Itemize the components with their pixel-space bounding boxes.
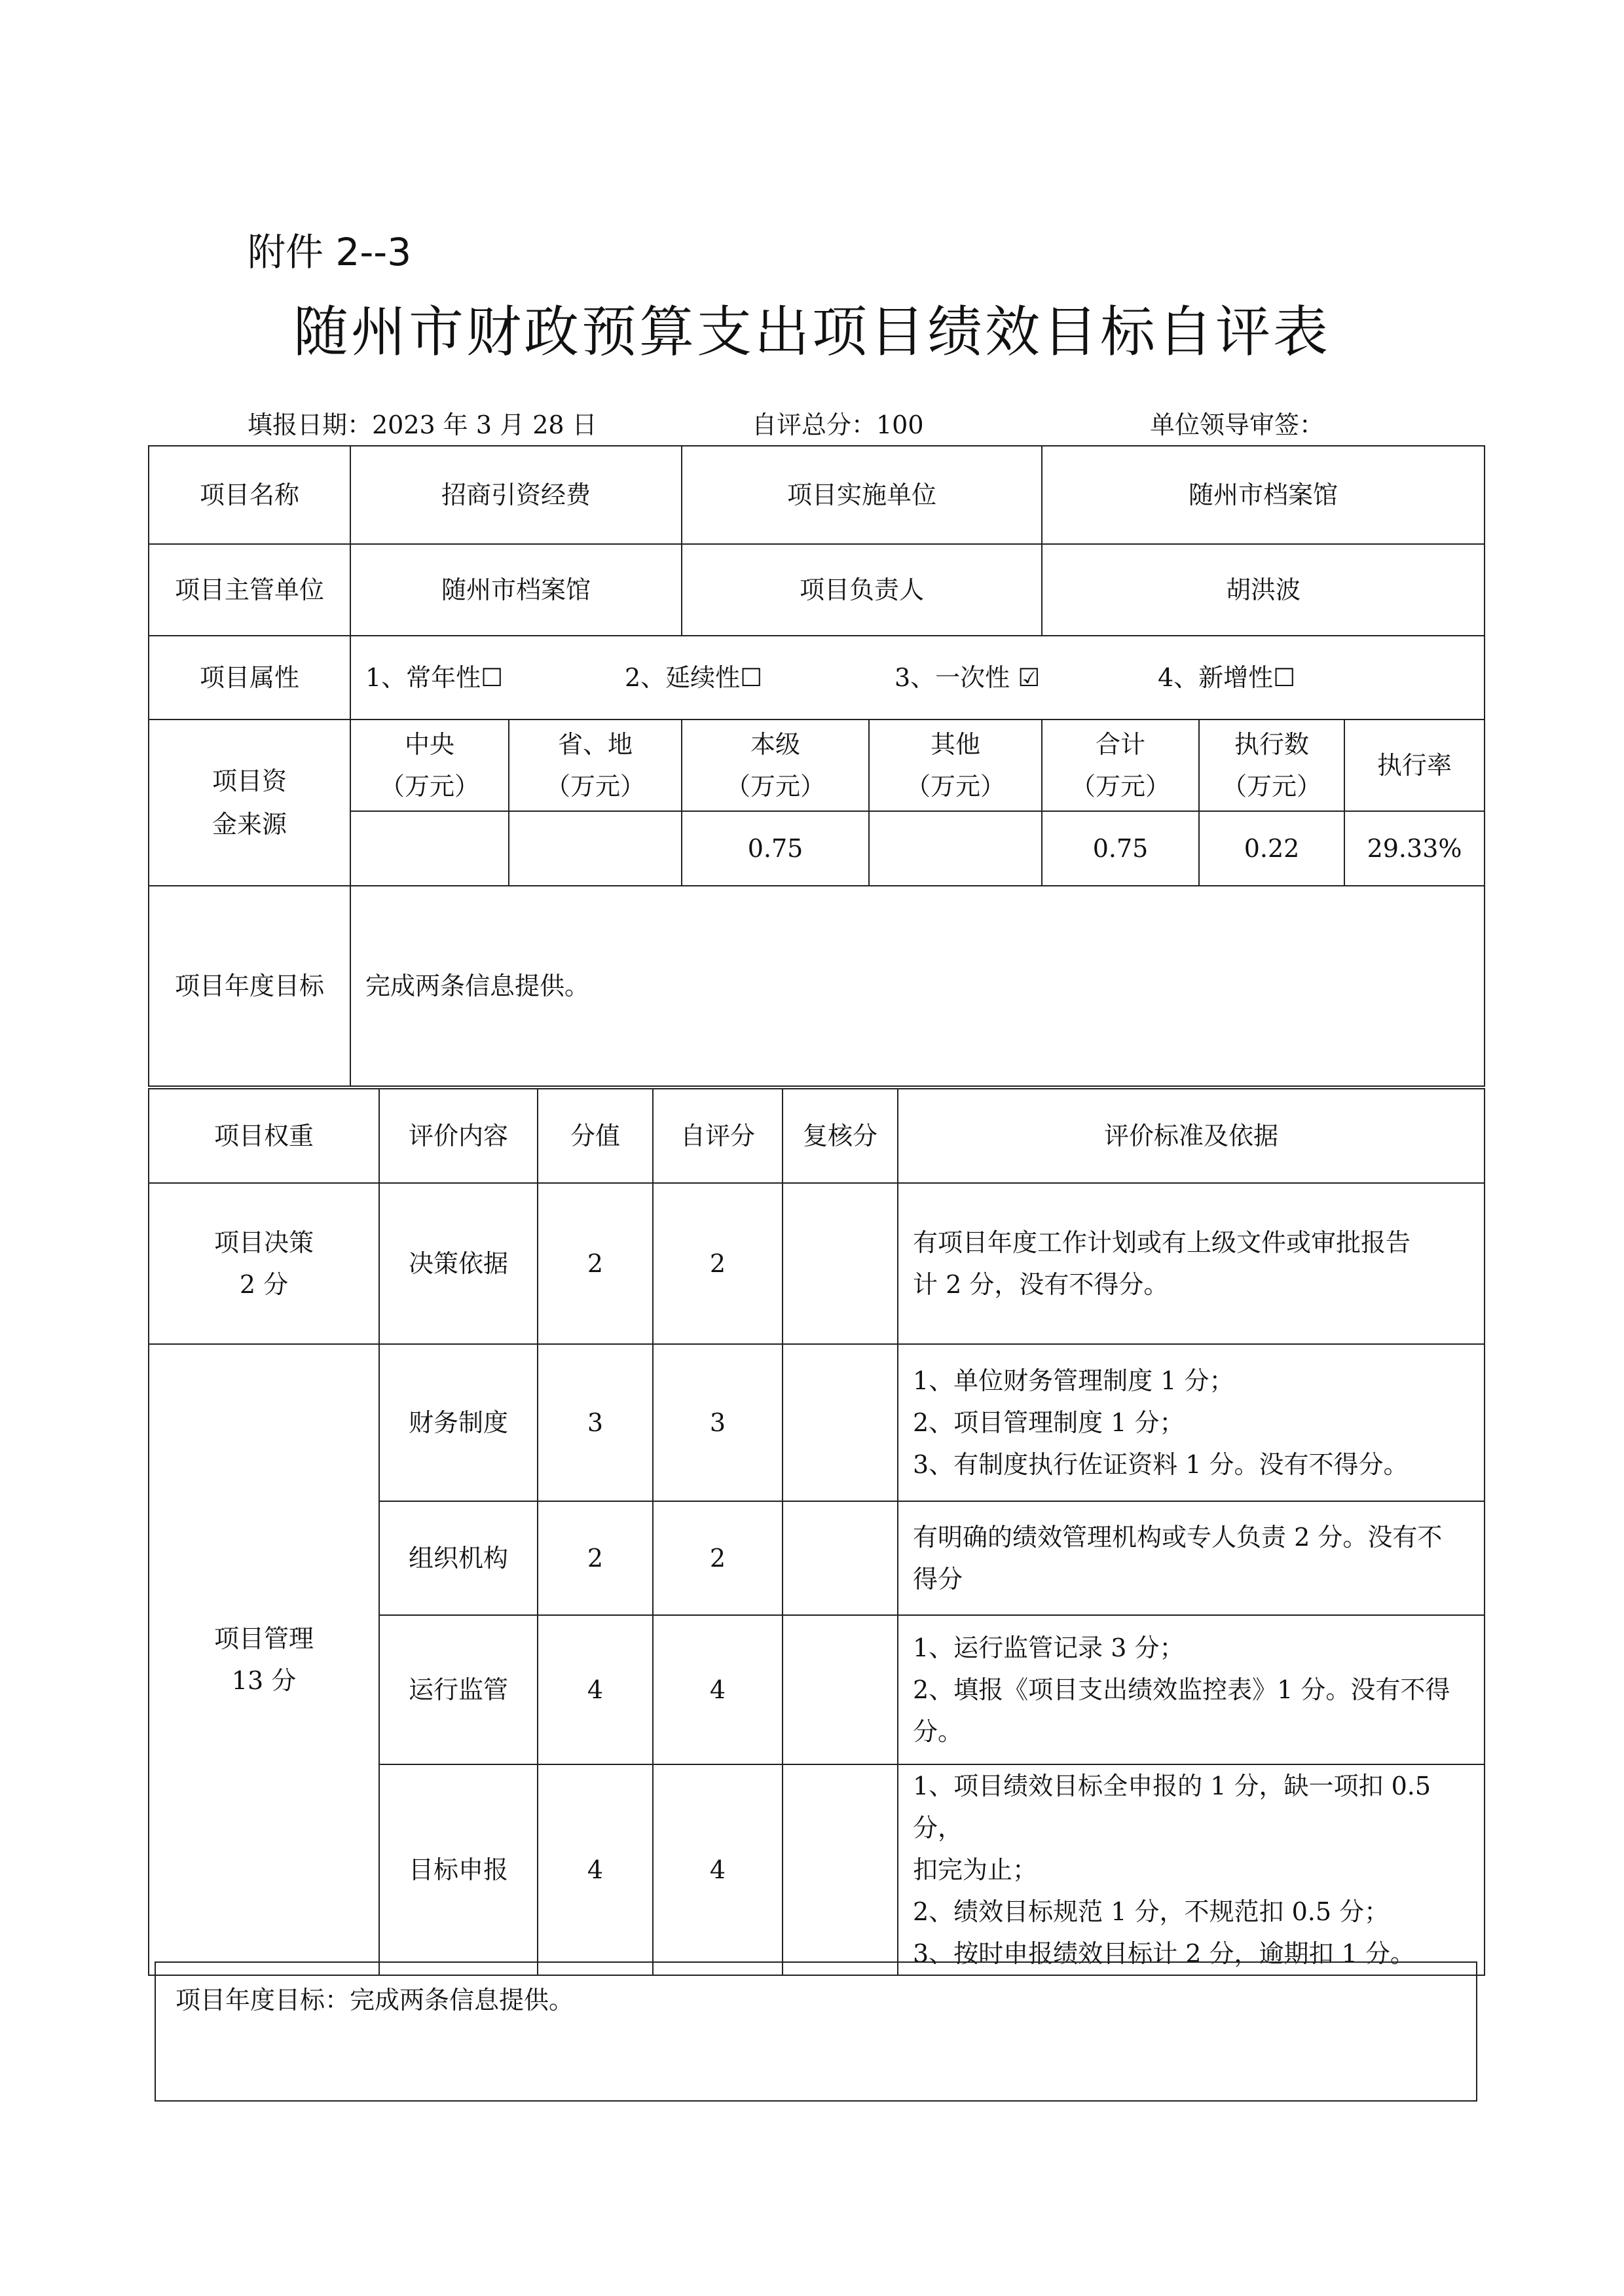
table-row — [149, 1344, 1485, 1501]
header-name: 省、地 — [558, 730, 633, 759]
funds-value-other — [869, 811, 1042, 886]
header-unit: （万元） — [906, 772, 1006, 801]
funds-value-rate: 29.33% — [1344, 811, 1485, 886]
weight-name: 项目决策 — [213, 1228, 314, 1257]
mgr-unit-value: 随州市档案馆 — [350, 544, 682, 636]
criteria-line: 扣完为止； — [913, 1855, 1038, 1884]
project-name-value: 招商引资经费 — [350, 446, 682, 544]
weight-decision — [149, 1183, 379, 1344]
mgr-unit-label: 项目主管单位 — [149, 544, 350, 636]
header-unit: （万元） — [379, 772, 479, 801]
eval-review — [783, 1764, 898, 1975]
criteria-line: 得分 — [913, 1565, 963, 1594]
funds-value-central — [350, 811, 509, 886]
eval-content: 决策依据 — [379, 1183, 538, 1344]
eval-criteria — [898, 1615, 1485, 1764]
eval-header-self: 自评分 — [653, 1089, 783, 1183]
eval-review — [783, 1501, 898, 1615]
funds-value-executed: 0.22 — [1199, 811, 1344, 886]
funds-header-executed — [1199, 720, 1344, 811]
eval-header-weight: 项目权重 — [149, 1089, 379, 1183]
fill-date: 填报日期：2023 年 3 月 28 日 — [248, 410, 597, 439]
eval-criteria — [898, 1344, 1485, 1501]
header-name: 合计 — [1096, 730, 1146, 759]
header-unit: （万元） — [726, 772, 826, 801]
funds-header-central — [350, 720, 509, 811]
header-unit: （万元） — [1222, 772, 1322, 801]
funds-header-local — [682, 720, 869, 811]
eval-self: 2 — [653, 1501, 783, 1615]
attr-option-annual: 1、常年性☐ — [365, 663, 504, 692]
eval-content: 运行监管 — [379, 1615, 538, 1764]
eval-score: 2 — [538, 1501, 653, 1615]
funds-value-province — [509, 811, 682, 886]
attr-option-continuing: 2、延续性☐ — [625, 663, 763, 692]
attr-option-new: 4、新增性☐ — [1158, 663, 1296, 692]
eval-self: 4 — [653, 1615, 783, 1764]
eval-review — [783, 1615, 898, 1764]
header-unit: （万元） — [1071, 772, 1171, 801]
eval-score: 4 — [538, 1615, 653, 1764]
eval-header-criteria: 评价标准及依据 — [898, 1089, 1485, 1183]
project-name-label: 项目名称 — [149, 446, 350, 544]
annual-goal-summary-box: 项目年度目标：完成两条信息提供。 — [155, 1961, 1477, 2102]
eval-content: 财务制度 — [379, 1344, 538, 1501]
criteria-line: 有项目年度工作计划或有上级文件或审批报告 — [913, 1228, 1411, 1257]
criteria-line: 1、项目绩效目标全申报的 1 分，缺一项扣 0.5 分， — [913, 1772, 1431, 1842]
funds-value-local: 0.75 — [682, 811, 869, 886]
header-name: 中央 — [404, 730, 454, 759]
funds-header-rate: 执行率 — [1344, 720, 1485, 811]
weight-score: 13 分 — [231, 1666, 297, 1695]
header-name: 其他 — [931, 730, 981, 759]
leader-sign: 单位领导审签： — [1150, 410, 1325, 439]
attr-label: 项目属性 — [149, 636, 350, 720]
project-info-table — [148, 445, 1485, 1087]
funds-header-other — [869, 720, 1042, 811]
criteria-line: 2、填报《项目支出绩效监控表》1 分。没有不得 — [913, 1675, 1450, 1704]
funds-header-total — [1042, 720, 1199, 811]
eval-content: 组织机构 — [379, 1501, 538, 1615]
eval-score: 3 — [538, 1344, 653, 1501]
attr-options — [350, 636, 1485, 720]
criteria-line: 3、按时申报绩效目标计 2 分，逾期扣 1 分。 — [913, 1939, 1415, 1968]
criteria-line: 2、项目管理制度 1 分； — [913, 1408, 1185, 1437]
criteria-line: 3、有制度执行佐证资料 1 分。没有不得分。 — [913, 1450, 1409, 1479]
eval-header-review: 复核分 — [783, 1089, 898, 1183]
funds-value-total: 0.75 — [1042, 811, 1199, 886]
eval-self: 3 — [653, 1344, 783, 1501]
eval-score: 4 — [538, 1764, 653, 1975]
total-score: 自评总分：100 — [752, 410, 924, 439]
impl-unit-value: 随州市档案馆 — [1042, 446, 1485, 544]
eval-content: 目标申报 — [379, 1764, 538, 1975]
weight-name: 项目管理 — [213, 1624, 314, 1653]
eval-criteria — [898, 1183, 1485, 1344]
criteria-line: 2、绩效目标规范 1 分，不规范扣 0.5 分； — [913, 1897, 1390, 1926]
eval-criteria — [898, 1501, 1485, 1615]
funds-label — [149, 720, 350, 886]
criteria-line: 计 2 分，没有不得分。 — [913, 1270, 1169, 1299]
criteria-line: 1、单位财务管理制度 1 分； — [913, 1366, 1234, 1395]
table-row — [149, 1183, 1485, 1344]
criteria-line: 1、运行监管记录 3 分； — [913, 1633, 1185, 1662]
eval-review — [783, 1183, 898, 1344]
header-unit: （万元） — [545, 772, 646, 801]
form-title: 随州市财政预算支出项目绩效目标自评表 — [293, 300, 1331, 364]
eval-review — [783, 1344, 898, 1501]
funds-header-province — [509, 720, 682, 811]
eval-self: 4 — [653, 1764, 783, 1975]
attachment-label: 附件 2--3 — [248, 230, 412, 274]
eval-criteria — [898, 1764, 1485, 1975]
evaluation-table — [148, 1088, 1485, 1976]
header-name: 执行数 — [1234, 730, 1310, 759]
header-name: 本级 — [750, 730, 801, 759]
eval-self: 2 — [653, 1183, 783, 1344]
weight-management — [149, 1344, 379, 1975]
funds-label-text: 项目资金来源 — [212, 767, 287, 839]
weight-score: 2 分 — [239, 1270, 289, 1299]
criteria-line: 分。 — [913, 1717, 963, 1746]
owner-value: 胡洪波 — [1042, 544, 1485, 636]
criteria-line: 有明确的绩效管理机构或专人负责 2 分。没有不 — [913, 1523, 1443, 1552]
annual-goal-label: 项目年度目标 — [149, 886, 350, 1086]
annual-goal-value: 完成两条信息提供。 — [350, 886, 1485, 1086]
eval-header-score: 分值 — [538, 1089, 653, 1183]
eval-score: 2 — [538, 1183, 653, 1344]
impl-unit-label: 项目实施单位 — [682, 446, 1042, 544]
attr-option-onetime: 3、一次性 ☑ — [895, 663, 1041, 692]
owner-label: 项目负责人 — [682, 544, 1042, 636]
eval-header-content: 评价内容 — [379, 1089, 538, 1183]
